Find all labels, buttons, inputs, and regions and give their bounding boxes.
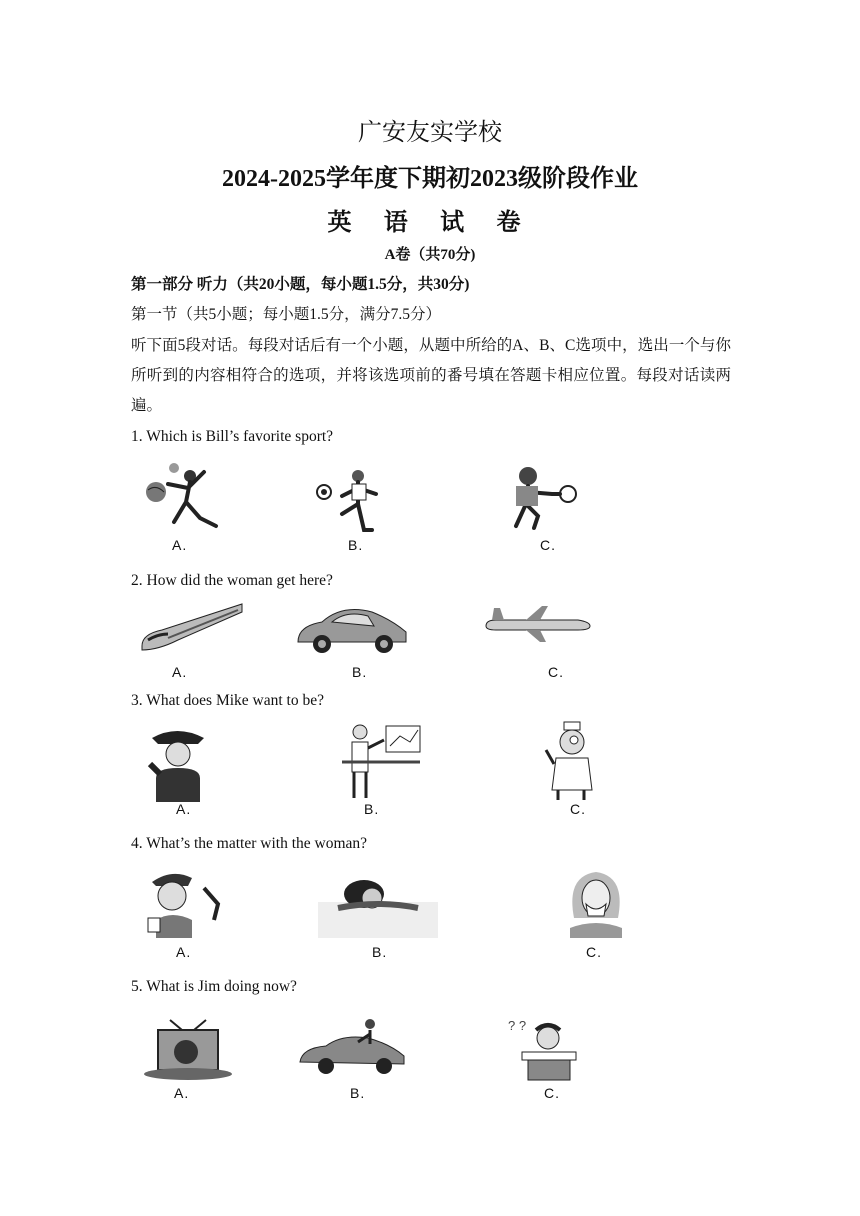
instructions: 听下面5段对话。每段对话后有一个小题，从题中所给的A、B、C选项中，选出一个与你所听到的内容相符合的选项，并将该选项前的番号填在答题卡相应位置。每段对话读两遍。 — [131, 337, 731, 414]
washing-car-icon — [296, 1018, 408, 1078]
question-3: 3. What does Mike want to be? — [131, 692, 324, 709]
question-4: 4. What’s the matter with the woman? — [131, 835, 368, 852]
question-1: 1. Which is Bill’s favorite sport? — [131, 428, 334, 445]
question-5: 5. What is Jim doing now? — [131, 978, 297, 995]
car-icon — [292, 600, 412, 656]
paper-section: A卷（共70分) — [384, 247, 476, 263]
option-b-label: B. — [352, 664, 368, 680]
option-a-label: A. — [174, 1085, 190, 1101]
volleyball-player-icon — [502, 464, 582, 532]
svg-text:? ?: ? ? — [508, 1018, 527, 1033]
school-name: 广安友实学校 — [358, 118, 502, 146]
option-a-label: A. — [176, 944, 192, 960]
airplane-icon — [482, 604, 592, 644]
option-a-label: A. — [176, 801, 192, 817]
option-b-label: B. — [350, 1085, 366, 1101]
option-c-label: C. — [570, 801, 586, 817]
soccer-player-icon — [312, 466, 392, 534]
exam-term: 2024-2025学年度下期初2023级阶段作业 — [222, 166, 638, 192]
toothache-icon — [142, 868, 224, 940]
option-b-label: B. — [348, 537, 364, 553]
watching-tv-icon — [140, 1018, 236, 1080]
option-c-label: C. — [540, 537, 556, 553]
train-icon — [138, 600, 244, 656]
cold-woman-icon — [560, 866, 632, 938]
studying-icon — [506, 1016, 582, 1082]
option-c-label: C. — [548, 664, 564, 680]
exam-subject: 英 语 试 卷 — [327, 208, 533, 236]
option-c-label: C. — [586, 944, 602, 960]
question-2: 2. How did the woman get here? — [131, 572, 333, 589]
option-b-label: B. — [364, 801, 380, 817]
teacher-icon — [340, 722, 422, 802]
option-c-label: C. — [544, 1085, 560, 1101]
option-a-label: A. — [172, 537, 188, 553]
tired-woman-icon — [318, 872, 438, 938]
option-b-label: B. — [372, 944, 388, 960]
policeman-icon — [144, 724, 210, 802]
part1-title: 第一部分 听力（共20小题，每小题1.5分，共30分) — [131, 276, 470, 293]
doctor-icon — [544, 720, 608, 802]
section1-title: 第一节（共5小题；每小题1.5分，满分7.5分） — [131, 306, 442, 323]
option-a-label: A. — [172, 664, 188, 680]
basketball-player-icon — [138, 462, 228, 534]
